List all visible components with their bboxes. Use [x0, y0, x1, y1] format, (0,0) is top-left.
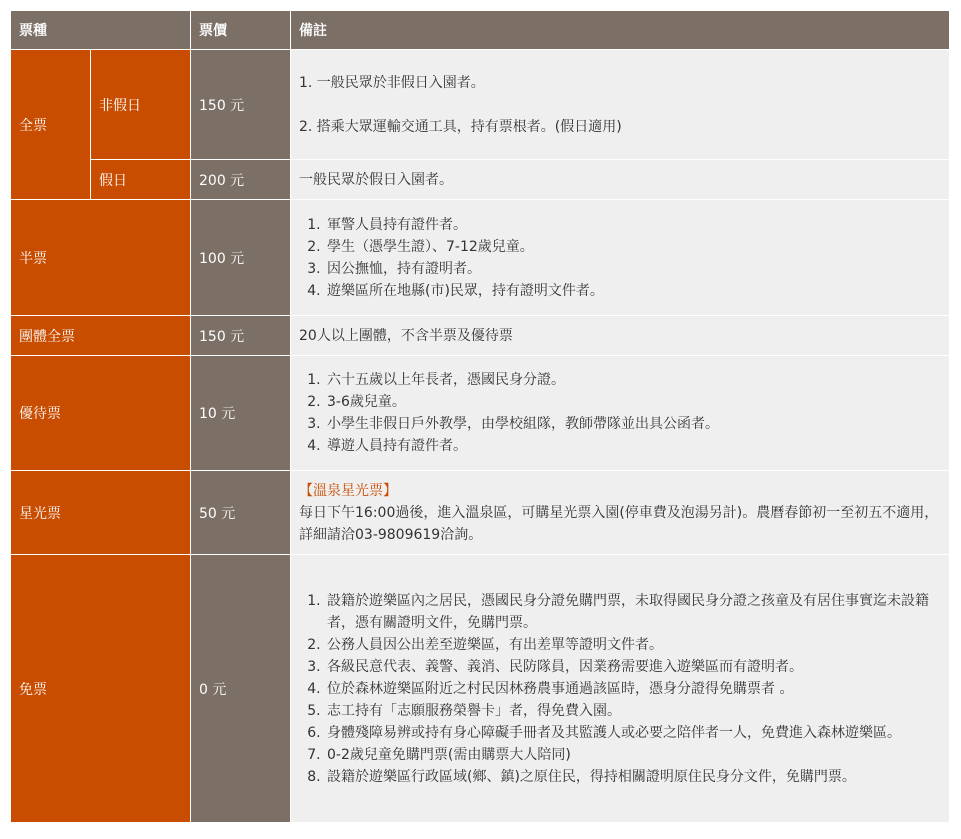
note-group: 20人以上團體，不含半票及優待票	[291, 316, 950, 356]
list-item: 1. 設籍於遊樂區內之居民，憑國民身分證免購門票，未取得國民身分證之孩童及有居住事實迄未設籍者，憑有關證明文件，免購門票。	[325, 590, 941, 634]
table-row	[11, 50, 950, 160]
note-free	[291, 555, 950, 823]
price-full-holiday: 200 元	[191, 160, 291, 200]
list-item: 2. 學生（憑學生證）、7-12歲兒童。	[325, 236, 941, 258]
ticket-type-full: 全票	[11, 50, 91, 200]
list-item: 8. 設籍於遊樂區行政區域(鄉、鎮)之原住民，得持相關證明原住民身分文件，免購門票。	[325, 766, 941, 788]
note-discount	[291, 356, 950, 471]
list-item: 2. 3-6歲兒童。	[325, 391, 941, 413]
price-half: 100 元	[191, 200, 291, 316]
list-item: 3. 因公撫恤，持有證明者。	[325, 258, 941, 280]
list-item: 7. 0-2歲兒童免購門票(需由購票大人陪同)	[325, 744, 941, 766]
note-half	[291, 200, 950, 316]
list-item: 2. 公務人員因公出差至遊樂區，有出差單等證明文件者。	[325, 634, 941, 656]
ticket-type-star: 星光票	[11, 471, 191, 555]
price-free: 0 元	[191, 555, 291, 823]
note-full-holiday: 一般民眾於假日入園者。	[291, 160, 950, 200]
list-item: 1. 軍警人員持有證件者。	[325, 214, 941, 236]
table-row	[11, 316, 950, 356]
header-note: 備註	[291, 11, 950, 50]
table-row	[11, 200, 950, 316]
ticket-type-free: 免票	[11, 555, 191, 823]
list-item: 1. 六十五歲以上年長者，憑國民身分證。	[325, 369, 941, 391]
ticket-type-group: 團體全票	[11, 316, 191, 356]
table-row	[11, 356, 950, 471]
price-group: 150 元	[191, 316, 291, 356]
table-row	[11, 471, 950, 555]
note-line: 1. 一般民眾於非假日入園者。	[299, 74, 485, 91]
list-item: 4. 位於森林遊樂區附近之村民因林務農事通過該區時，憑身分證得免購票者 。	[325, 678, 941, 700]
note-line: 2. 搭乘大眾運輸交通工具，持有票根者。(假日適用)	[299, 118, 622, 135]
list-item: 3. 小學生非假日戶外教學，由學校組隊，教師帶隊並出具公函者。	[325, 413, 941, 435]
table-row	[11, 160, 950, 200]
list-item: 4. 遊樂區所在地縣(市)民眾，持有證明文件者。	[325, 280, 941, 302]
note-full-weekday	[291, 50, 950, 160]
ticket-type-discount: 優待票	[11, 356, 191, 471]
list-item: 5. 志工持有「志願服務榮譽卡」者，得免費入園。	[325, 700, 941, 722]
note-star	[291, 471, 950, 555]
header-price: 票價	[191, 11, 291, 50]
list-item: 4. 導遊人員持有證件者。	[325, 435, 941, 457]
list-item: 6. 身體殘障易辨或持有身心障礙手冊者及其監護人或必要之陪伴者一人，免費進入森林遊樂區。	[325, 722, 941, 744]
ticket-subtype-weekday: 非假日	[91, 50, 191, 160]
table-row	[11, 555, 950, 823]
ticket-table	[10, 10, 950, 823]
price-star: 50 元	[191, 471, 291, 555]
list-item: 3. 各級民意代表、義警、義消、民防隊員，因業務需要進入遊樂區而有證明者。	[325, 656, 941, 678]
price-discount: 10 元	[191, 356, 291, 471]
star-heading: 【溫泉星光票】	[299, 482, 397, 499]
ticket-subtype-holiday: 假日	[91, 160, 191, 200]
ticket-type-half: 半票	[11, 200, 191, 316]
price-full-weekday: 150 元	[191, 50, 291, 160]
star-text: 每日下午16:00過後，進入溫泉區，可購星光票入園(停車費及泡湯另計)。農曆春節初一至初五不適用，詳細請洽03-9809619洽詢。	[299, 504, 939, 543]
header-ticket-type: 票種	[11, 11, 191, 50]
table-header-row	[11, 11, 950, 50]
